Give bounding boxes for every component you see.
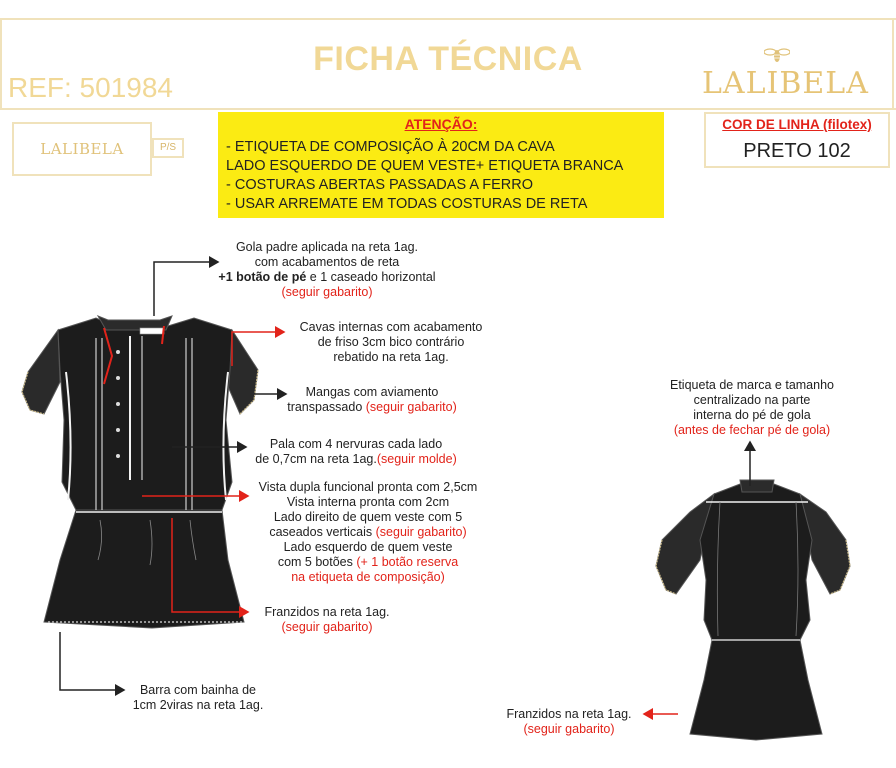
attention-line: - ETIQUETA DE COMPOSIÇÃO À 20CM DA CAVA bbox=[226, 139, 555, 155]
note-back-label-line1: Etiqueta de marca e tamanho bbox=[670, 378, 834, 392]
note-yoke bbox=[232, 437, 480, 467]
note-gathers bbox=[252, 605, 402, 635]
note-collar-line1: Gola padre aplicada na reta 1ag. bbox=[235, 240, 419, 254]
back-garment bbox=[656, 480, 850, 740]
attention-line: - USAR ARREMATE EM TODAS COSTURAS DE RETA bbox=[226, 196, 588, 212]
note-collar-red: (seguir gabarito) bbox=[281, 285, 373, 299]
note-collar-line3 bbox=[196, 270, 458, 285]
note-collar-bold: +1 botão de pé bbox=[218, 270, 307, 284]
note-yoke-red: (seguir molde) bbox=[376, 452, 457, 466]
note-placket-line6 bbox=[248, 555, 488, 570]
note-sleeves-line1: Mangas com aviamento bbox=[305, 385, 439, 399]
note-gathers-red: (seguir gabarito) bbox=[281, 620, 373, 634]
note-placket-line4-red: (seguir gabarito) bbox=[375, 525, 467, 539]
front-garment bbox=[22, 316, 258, 628]
note-hem bbox=[118, 683, 278, 713]
note-placket-line5: Lado esquerdo de quem veste bbox=[283, 540, 453, 554]
note-placket-line4 bbox=[248, 525, 488, 540]
note-hem-line1: Barra com bainha de bbox=[139, 683, 257, 697]
note-gathers-line1: Franzidos na reta 1ag. bbox=[264, 605, 390, 619]
note-placket-line4-text: caseados verticais bbox=[269, 525, 376, 539]
note-back-label bbox=[650, 378, 854, 438]
attention-line: LADO ESQUERDO DE QUEM VESTE+ ETIQUETA BRANCA bbox=[226, 158, 624, 174]
thread-color-title: COR DE LINHA (filotex) bbox=[722, 117, 872, 132]
note-placket-line7: na etiqueta de composição) bbox=[291, 570, 445, 584]
attention-line: - COSTURAS ABERTAS PASSADAS A FERRO bbox=[226, 177, 533, 193]
note-placket-line6-red: (+ 1 botão reserva bbox=[356, 555, 459, 569]
brand-logo: LALIBELA bbox=[702, 66, 869, 101]
thread-color-value: PRETO 102 bbox=[743, 140, 851, 162]
note-collar-line2: com acabamentos de reta bbox=[254, 255, 400, 269]
label-tag-size: P/S bbox=[152, 138, 184, 158]
note-armholes-line2: de friso 3cm bico contrário bbox=[317, 335, 465, 349]
attention-title: ATENÇÃO: bbox=[404, 116, 478, 132]
note-yoke-line2 bbox=[232, 452, 480, 467]
note-armholes bbox=[286, 320, 496, 365]
note-collar bbox=[196, 240, 458, 300]
note-placket-line1: Vista dupla funcional pronta com 2,5cm bbox=[258, 480, 478, 494]
note-back-gathers-line1: Franzidos na reta 1ag. bbox=[506, 707, 632, 721]
note-placket-line6-text: com 5 botões bbox=[277, 555, 357, 569]
hem-arrow bbox=[60, 632, 124, 690]
reference-code: REF: 501984 bbox=[8, 72, 173, 103]
note-back-label-line3: interna do pé de gola bbox=[693, 408, 811, 422]
note-placket bbox=[248, 480, 488, 585]
note-sleeves bbox=[262, 385, 482, 415]
note-armholes-line3: rebatido na reta 1ag. bbox=[333, 350, 449, 364]
note-back-gathers bbox=[494, 707, 644, 737]
note-sleeves-text: transpassado bbox=[287, 400, 366, 414]
label-tag-brand: LALIBELA bbox=[40, 140, 124, 158]
note-sleeves-line2 bbox=[262, 400, 482, 415]
note-placket-line3: Lado direito de quem veste com 5 bbox=[273, 510, 463, 524]
note-back-label-red: (antes de fechar pé de gola) bbox=[673, 423, 831, 437]
note-back-gathers-red: (seguir gabarito) bbox=[523, 722, 615, 736]
note-placket-line2: Vista interna pronta com 2cm bbox=[286, 495, 450, 509]
note-hem-line2: 1cm 2viras na reta 1ag. bbox=[132, 698, 264, 712]
note-armholes-line1: Cavas internas com acabamento bbox=[299, 320, 483, 334]
note-sleeves-red: (seguir gabarito) bbox=[365, 400, 457, 414]
note-back-label-line2: centralizado na parte bbox=[693, 393, 811, 407]
note-yoke-text: de 0,7cm na reta 1ag. bbox=[255, 452, 377, 466]
note-collar-rest: e 1 caseado horizontal bbox=[306, 270, 436, 284]
note-yoke-line1: Pala com 4 nervuras cada lado bbox=[269, 437, 443, 451]
page-title: FICHA TÉCNICA bbox=[313, 40, 583, 78]
